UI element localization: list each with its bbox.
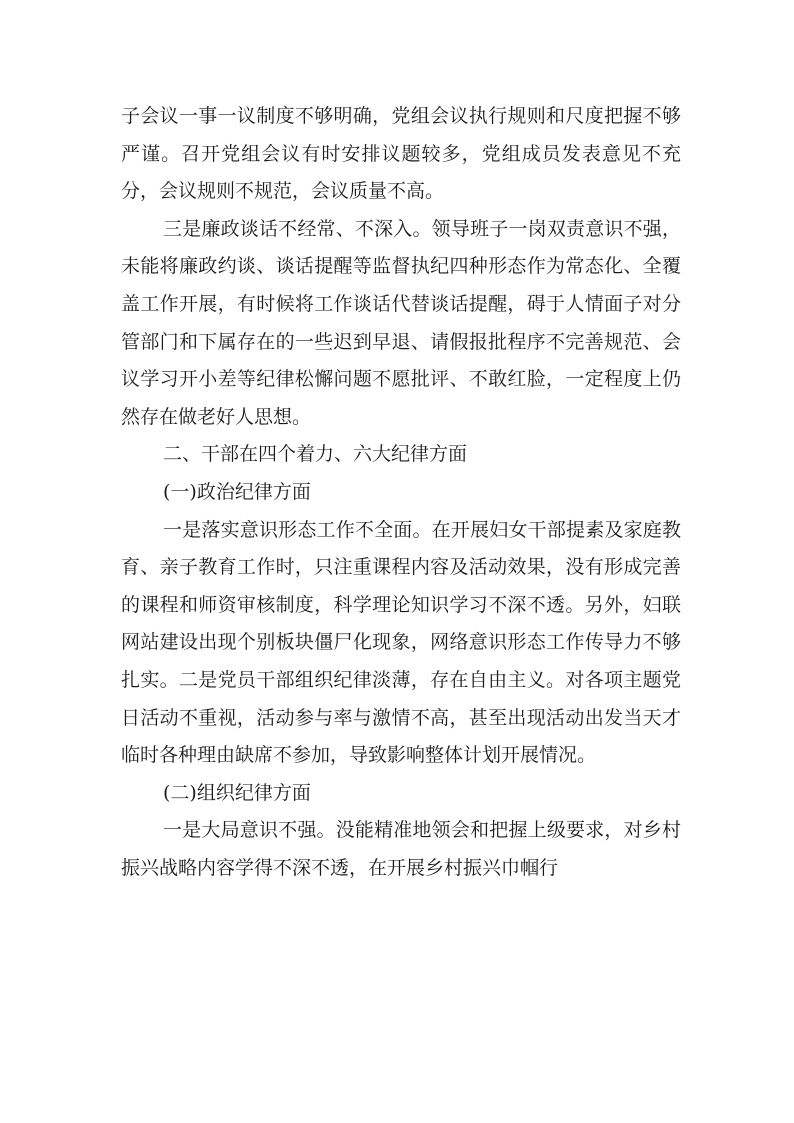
section-heading-cadre-discipline: 二、干部在四个着力、六大纪律方面 (163, 443, 468, 466)
paragraph-continuation: 子会议一事一议制度不够明确，党组会议执行规则和尺度把握不够严谨。召开党组会议有时安排议题较多，党组成员发表意见不充分，会议规则不规范，会议质量不高。 (121, 105, 681, 203)
paragraph-overall-awareness: 一是大局意识不强。没能精准地领会和把握上级要求，对乡村振兴战略内容学得不深不透，在开展乡村振兴巾帼行 (121, 819, 681, 879)
paragraph-ideology-work: 一是落实意识形态工作不全面。在开展妇女干部提素及家庭教育、亲子教育工作时，只注重课程内容及活动效果，没有形成完善的课程和师资审核制度，科学理论知识学习不深不透。另外，妇联网站建设出现个别板块僵尸化现象，网络意识形态工作传导力不够扎实。二是党员干部组织纪律淡薄，存在自由主义。对各项主题党日活动不重视，活动参与率与激情不高，甚至出现活动出发当天才临时各种理由缺席不参加，导致影响整体计划开展情况。 (121, 518, 681, 767)
subsection-heading-political-discipline: (一)政治纪律方面 (163, 480, 311, 503)
paragraph-integrity-talks: 三是廉政谈话不经常、不深入。领导班子一岗双责意识不强，未能将廉政约谈、谈话提醒等监督执纪四种形态作为常态化、全覆盖工作开展，有时候将工作谈话代替谈话提醒，碍于人情面子对分管部门和下属存在的一些迟到早退、请假报批程序不完善规范、会议学习开小差等纪律松懈问题不愿批评、不敢红脸，一定程度上仍然存在做老好人思想。 (121, 217, 681, 428)
subsection-heading-organizational-discipline: (二)组织纪律方面 (163, 781, 311, 804)
document-body (121, 98, 681, 887)
